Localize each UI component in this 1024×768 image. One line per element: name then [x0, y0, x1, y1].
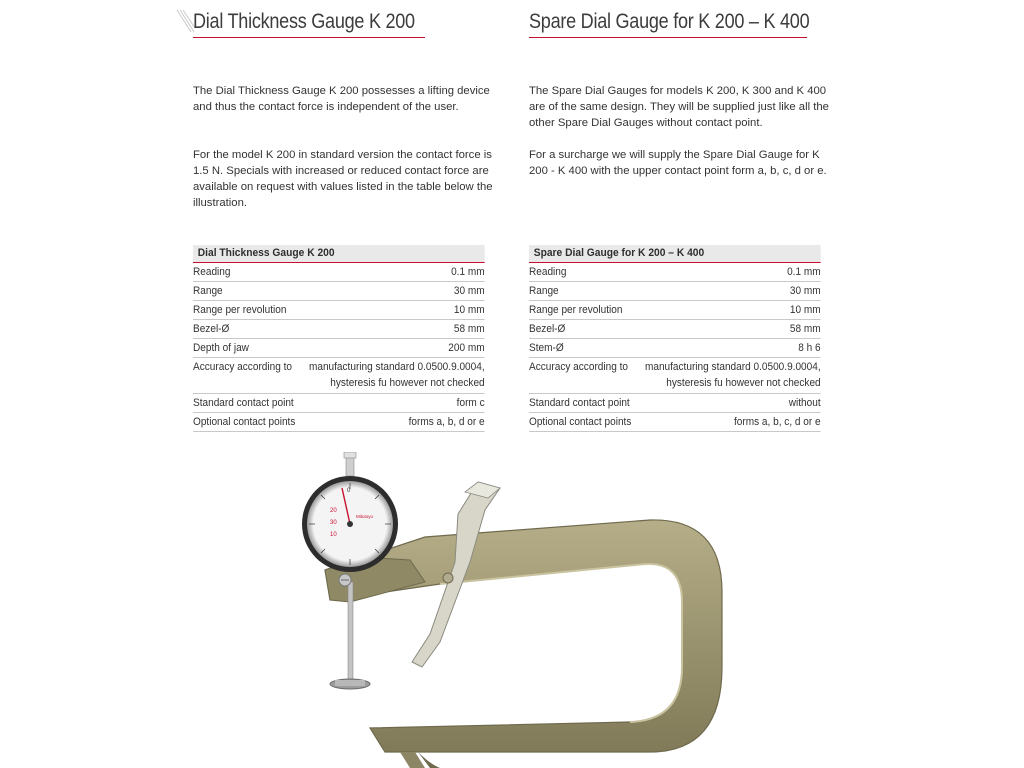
row-label: Stem-Ø: [529, 342, 564, 354]
spec-table-header: Spare Dial Gauge for K 200 – K 400: [529, 245, 821, 263]
row-label: Depth of jaw: [193, 342, 249, 354]
gauge-spindle: [348, 582, 353, 682]
row-value-line: manufacturing standard 0.0500.9.0004,: [308, 361, 485, 373]
table-row: [529, 358, 821, 394]
row-value-line: manufacturing standard 0.0500.9.0004,: [644, 361, 821, 373]
row-value: [645, 358, 821, 393]
row-value: 0.1 mm: [787, 266, 821, 278]
row-value: 0.1 mm: [451, 266, 485, 278]
gauge-drawing: [290, 452, 750, 768]
dial-label: 20: [330, 508, 337, 514]
spec-table-left: [193, 245, 485, 432]
table-row: [529, 301, 821, 320]
row-value: form c: [456, 397, 485, 409]
table-row: [193, 358, 485, 394]
row-value: 30 mm: [453, 285, 485, 297]
title-underline: [529, 37, 807, 38]
row-label: Reading: [193, 266, 231, 278]
row-value: 10 mm: [453, 304, 485, 316]
row-value: forms a, b, d or e: [408, 416, 485, 428]
page-title-right: Spare Dial Gauge for K 200 – K 400: [529, 10, 810, 33]
thickness-gauge-illustration: [290, 452, 750, 768]
table-row: [193, 394, 485, 413]
dial-label: 0: [347, 488, 351, 494]
table-row: [529, 339, 821, 358]
table-row: [529, 263, 821, 282]
table-row: [193, 413, 485, 432]
table-row: [529, 394, 821, 413]
surcharge-paragraph: For a surcharge we will supply the Spare Dial Gauge for K 200 - K 400 with the upper contact point form a, b, c, d or e.: [529, 149, 827, 177]
row-label: Accuracy according to: [529, 361, 629, 373]
intro-paragraph-right: The Spare Dial Gauges for models K 200, K 300 and K 400 are of the same design. They will be supplied just like all the other Spare Dial Gauges without contact point.: [529, 85, 829, 129]
table-row: [529, 413, 821, 432]
row-label: Range per revolution: [529, 304, 623, 316]
table-row: [193, 339, 485, 358]
row-label: Standard contact point: [529, 397, 630, 409]
row-label: Optional contact points: [529, 416, 632, 428]
dial-brand: Mitutoyo: [356, 514, 374, 519]
table-row: [529, 320, 821, 339]
intro-paragraph-left: The Dial Thickness Gauge K 200 possesses a lifting device and thus the contact force is independent of the user.: [193, 85, 490, 113]
row-label: Bezel-Ø: [529, 323, 566, 335]
decorative-stripes-icon: [175, 8, 195, 34]
table-row: [193, 263, 485, 282]
row-value: [309, 358, 485, 393]
dial-label: 30: [330, 520, 337, 526]
row-label: Range per revolution: [193, 304, 287, 316]
spec-table-right: [529, 245, 821, 432]
row-label: Accuracy according to: [193, 361, 293, 373]
row-value: 8 h 6: [798, 342, 821, 354]
spec-table-header: Dial Thickness Gauge K 200: [193, 245, 485, 263]
table-row: [193, 282, 485, 301]
row-value-line: hysteresis fu however not checked: [330, 377, 485, 389]
row-value-line: hysteresis fu however not checked: [666, 377, 821, 389]
row-value: 58 mm: [453, 323, 485, 335]
table-row: [529, 282, 821, 301]
gauge-foot: [400, 752, 425, 768]
contact-force-paragraph: For the model K 200 in standard version the contact force is 1.5 N. Specials with increased or reduced contact force are available on request with values listed in the table below the illustration.: [193, 149, 493, 209]
row-label: Range: [193, 285, 223, 297]
row-label: Range: [529, 285, 559, 297]
row-label: Reading: [529, 266, 567, 278]
row-value: forms a, b, c, d or e: [733, 416, 821, 428]
row-value: 58 mm: [789, 323, 821, 335]
dial-label: 10: [330, 532, 337, 538]
title-underline: [193, 37, 425, 38]
row-label: Standard contact point: [193, 397, 294, 409]
table-row: [193, 301, 485, 320]
row-label: Bezel-Ø: [193, 323, 230, 335]
row-value: 200 mm: [448, 342, 485, 354]
page-title-left: Dial Thickness Gauge K 200: [193, 10, 415, 33]
row-value: without: [788, 397, 821, 409]
row-value: 10 mm: [789, 304, 821, 316]
row-value: 30 mm: [789, 285, 821, 297]
table-row: [193, 320, 485, 339]
row-label: Optional contact points: [193, 416, 296, 428]
